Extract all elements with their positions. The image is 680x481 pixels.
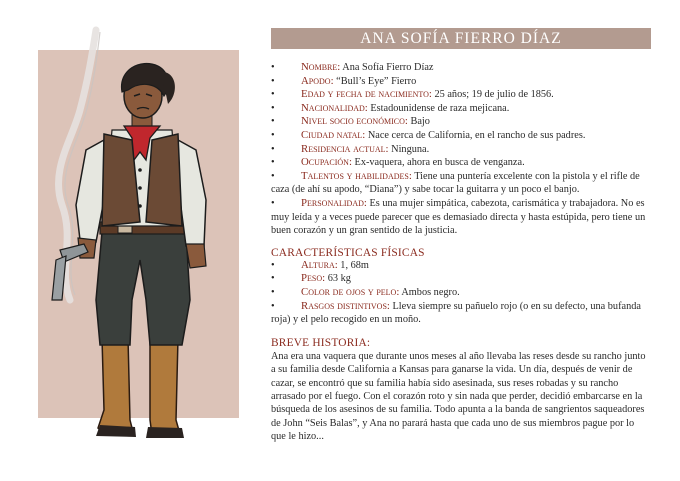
field-value: Ambos negro. <box>399 286 460 298</box>
physical-list <box>271 259 651 327</box>
list-item <box>271 259 651 273</box>
list-item <box>271 272 651 286</box>
field-label: Nivel socio económico: <box>301 115 408 128</box>
bullet-marker: • <box>271 170 275 182</box>
list-item <box>271 75 651 89</box>
field-value: Estadounidense de raza mejicana. <box>367 102 510 114</box>
field-label: Peso: <box>301 272 326 285</box>
physical-heading: CARACTERÍSTICAS FÍSICAS <box>271 246 425 259</box>
list-item <box>271 300 651 327</box>
bullet-marker: • <box>271 259 275 271</box>
list-item <box>271 115 651 129</box>
bullet-marker: • <box>271 197 275 209</box>
bullet-marker: • <box>271 157 275 169</box>
field-label: Residencia actual: <box>301 142 389 155</box>
list-item <box>271 88 651 102</box>
story-section <box>271 350 651 444</box>
bullet-marker: • <box>271 129 275 141</box>
field-label: Color de ojos y pelo: <box>301 285 400 298</box>
bullet-marker: • <box>271 273 275 285</box>
field-label: Rasgos distintivos: <box>301 299 390 312</box>
field-value: 25 años; 19 de julio de 1856. <box>431 89 554 101</box>
field-label: Nombre: <box>301 61 341 73</box>
list-item <box>271 197 651 238</box>
profile-list <box>271 61 651 238</box>
field-value: 1, 68m <box>337 259 369 271</box>
field-value: “Bull’s Eye” Fierro <box>333 75 417 87</box>
bullet-marker: • <box>271 116 275 128</box>
field-value: Ninguna. <box>388 143 430 155</box>
right-hand <box>186 244 206 268</box>
bullet-marker: • <box>271 286 275 298</box>
field-label: Altura: <box>301 258 338 271</box>
list-item <box>271 102 651 116</box>
field-value: Tiene una puntería excelente con la pistola y el rifle de caza (de ahí su apodo, “Diana”) y sabe tocar la guitarra y un poco el banjo. <box>271 170 640 196</box>
field-label: Edad y fecha de nacimiento: <box>301 88 432 101</box>
bullet-marker: • <box>271 143 275 155</box>
field-value: Lleva siempre su pañuelo rojo (o en su defecto, una bufanda roja) y el pelo recogido en un moño. <box>271 300 641 326</box>
list-item <box>271 170 651 197</box>
field-label: Ocupación: <box>301 156 352 169</box>
story-heading: BREVE HISTORIA: <box>271 336 371 349</box>
field-label: Nacionalidad: <box>301 101 368 114</box>
bullet-marker: • <box>271 62 275 73</box>
list-item <box>271 143 651 157</box>
character-name-title: ANA SOFÍA FIERRO DÍAZ <box>360 29 562 47</box>
field-value: Ex-vaquera, ahora en busca de venganza. <box>351 157 525 169</box>
bullet-marker: • <box>271 102 275 114</box>
character-illustration <box>0 0 265 481</box>
title-bar <box>271 28 651 49</box>
bullet-marker: • <box>271 75 275 87</box>
field-label: Personalidad: <box>301 196 367 209</box>
field-label: Ciudad natal: <box>301 128 366 141</box>
list-item <box>271 129 651 143</box>
bullet-marker: • <box>271 300 275 312</box>
field-value: Ana Sofía Fierro Díaz <box>340 62 434 73</box>
list-item <box>271 156 651 170</box>
story-text: Ana era una vaquera que durante unos meses al año llevaba las reses desde su rancho junto a su familia desde California a Kansas para ganarse la vida. Un día, después de venir de cazar, se encontró que su familia había sido asesinada, sus reses robadas y su rancho arrasado por el fuego. Con el corazón roto y sin nada que perder, decidió embarcarse en la búsqueda de los asesinos de su familia. Todo apunta a la banda de sangrientos saqueadores de John “Seis Balas”, y Ana no parará hasta que cada uno de sus miembros pague por lo que le hizo... <box>271 350 646 443</box>
field-value: Nace cerca de California, en el rancho de sus padres. <box>365 129 586 141</box>
field-label: Talentos y habilidades: <box>301 169 412 182</box>
field-label: Apodo: <box>301 74 334 87</box>
field-value: Es una mujer simpática, cabezota, carismática y trabajadora. No es muy leída y a veces puede parecer que es demasiado directa y hasta estúpida, pero tiene un buen corazón y un gran sentido de la justicia. <box>271 197 646 237</box>
character-sheet <box>271 28 651 444</box>
field-value: 63 kg <box>325 273 351 285</box>
bullet-marker: • <box>271 89 275 101</box>
field-value: Bajo <box>407 116 430 128</box>
list-item <box>271 286 651 300</box>
list-item <box>271 61 651 75</box>
